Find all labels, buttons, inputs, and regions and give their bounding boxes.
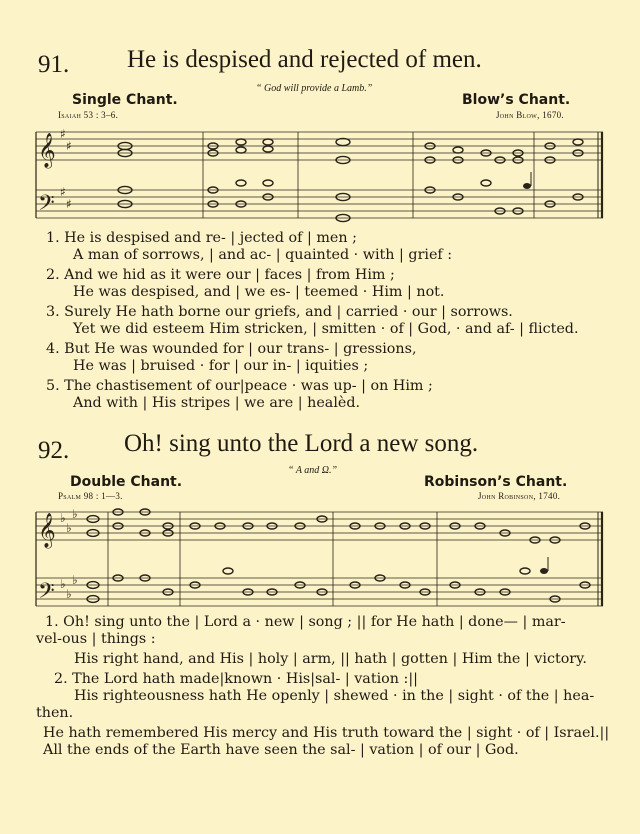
- hymn-92-bass-staff: [36, 578, 603, 606]
- hymn-91-verse-5-line-a: 5. The chastisement of our|peace · was up- | on Him ;: [46, 378, 433, 394]
- svg-text:♯: ♯: [66, 197, 72, 211]
- hymn-91-verse-4-line-a: 4. But He was wounded for | our trans- | gressions,: [46, 341, 417, 357]
- hymn-92-scripture: Psalm 98 : 1—3.: [58, 491, 123, 501]
- hymn-91-verse-3-line-a: 3. Surely He hath borne our griefs, and | carried · our | sorrows.: [46, 304, 513, 320]
- hymn-91-verse-1-line-b: A man of sorrows, | and ac- | quainted · with | grief :: [73, 247, 453, 263]
- hymn-92-notes: [87, 509, 590, 602]
- hymn-92-line-5: His righteousness hath He openly | shewed · in the | sight · of the | hea-: [74, 688, 595, 704]
- svg-text:♭: ♭: [72, 573, 78, 587]
- hymn-91-chant-name: Blow’s Chant.: [462, 92, 571, 108]
- hymn-92-number: 92.: [38, 437, 70, 464]
- hymn-92-title: Oh! sing unto the Lord a new song.: [124, 430, 479, 457]
- hymn-92-line-8: All the ends of the Earth have seen the sal- | vation | of our | God.: [43, 742, 519, 758]
- hymn-92-line-4: 2. The Lord hath made|known · His|sal- | vation :||: [54, 671, 418, 687]
- svg-text:♭: ♭: [66, 521, 72, 535]
- treble-clef-icon-2: 𝄞: [38, 513, 56, 548]
- hymn-91-number: 91.: [38, 51, 70, 78]
- svg-text:♭: ♭: [60, 577, 66, 591]
- treble-clef-icon: 𝄞: [38, 133, 56, 168]
- hymn-91-chant-type: Single Chant.: [72, 92, 178, 108]
- hymn-91-verse-2-line-b: He was despised, and | we es- | teemed · Him | not.: [73, 284, 445, 300]
- svg-text:♯: ♯: [60, 127, 66, 141]
- bass-clef-icon: 𝄢: [38, 191, 55, 221]
- hymn-91-verse-1-line-a: 1. He is despised and re- | jected of | men ;: [46, 230, 357, 246]
- hymn-92-chant-name: Robinson’s Chant.: [424, 474, 568, 490]
- hymn-92-verses: [36, 614, 609, 759]
- svg-text:♭: ♭: [72, 507, 78, 521]
- hymn-92-subtitle: “ A and Ω.”: [288, 465, 338, 476]
- hymn-92-line-2: vel-ous | things :: [36, 631, 156, 647]
- hymn-92-line-3: His right hand, and His | holy | arm, || hath | gotten | Him the | victory.: [74, 651, 587, 667]
- svg-text:♯: ♯: [66, 139, 72, 153]
- hymn-92-chant-type: Double Chant.: [70, 474, 183, 490]
- bass-clef-icon-2: 𝄢: [38, 579, 55, 609]
- hymn-91-composer: John Blow, 1670.: [496, 110, 564, 120]
- hymn-92-composer: John Robinson, 1740.: [478, 491, 561, 501]
- hymn-91-verse-3-line-b: Yet we did esteem Him stricken, | smitten · of | God, · and af- | flicted.: [73, 321, 579, 337]
- svg-text:♯: ♯: [60, 185, 66, 199]
- hymn-91-subtitle: “ God will provide a Lamb.”: [256, 83, 373, 94]
- hymn-91-title: He is despised and rejected of men.: [127, 46, 482, 73]
- hymn-91-scripture: Isaiah 53 : 3–6.: [58, 110, 119, 120]
- svg-text:♭: ♭: [66, 587, 72, 601]
- hymn-91-verse-5-line-b: And with | His stripes | we are | healèd.: [73, 395, 361, 411]
- hymn-92-line-1: 1. Oh! sing unto the | Lord a · new | song ; || for He hath | done— | mar-: [45, 614, 566, 630]
- hymn-91-verse-2-line-a: 2. And we hid as it were our | faces | from Him ;: [46, 267, 395, 283]
- hymn-91-verse-4-line-b: He was | bruised · for | our in- | iquities ;: [73, 358, 369, 374]
- svg-text:♭: ♭: [60, 511, 66, 525]
- hymn-92-line-6: then.: [36, 705, 74, 721]
- hymn-92-line-7: He hath remembered His mercy and His truth toward the | sight · of | Israel.||: [43, 725, 610, 741]
